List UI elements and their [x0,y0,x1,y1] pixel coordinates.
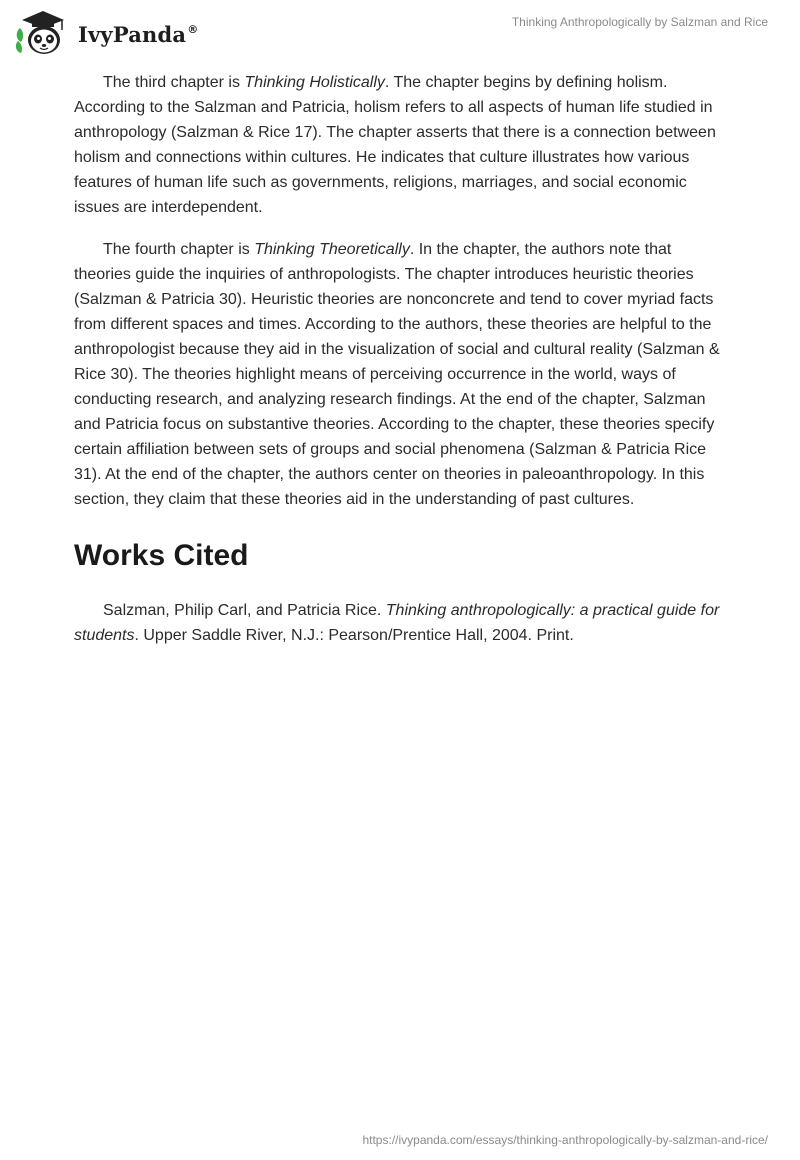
panda-graduate-icon [14,8,72,56]
source-url[interactable]: https://ivypanda.com/essays/thinking-anthropologically-by-salzman-and-rice/ [362,1133,768,1147]
essay-body [74,70,726,648]
paragraph-text: . The chapter begins by defining holism. According to the Salzman and Patricia, holism refers to all aspects of human life studied in anthropology (Salzman & Rice 17). The chapter asserts that there is a connection between holism and connections within cultures. He indicates that culture illustrates how various features of human life such as governments, religions, marriages, and social economic issues are interdependent. [74,74,716,216]
ivypanda-logo[interactable] [14,8,198,56]
citation-publication: . Upper Saddle River, N.J.: Pearson/Prentice Hall, 2004. Print. [134,627,574,644]
paragraph-third-chapter [74,70,726,220]
chapter-title: Thinking Holistically [244,74,385,91]
paragraph-text: The third chapter is [103,74,245,91]
citation-authors: Salzman, Philip Carl, and Patricia Rice. [103,602,386,619]
running-title: Thinking Anthropologically by Salzman and Rice [511,15,768,29]
page-header [0,0,800,60]
paragraph-text: The fourth chapter is [103,241,255,258]
chapter-title: Thinking Theoretically [254,241,410,258]
citation-book-title: Thinking anthropologically: a practical guide for students [74,602,720,644]
paragraph-text: . In the chapter, the authors note that theories guide the inquiries of anthropologists. The chapter introduces heuristic theories (Salzman & Patricia 30). Heuristic theories are nonconcrete and tend to cover myriad facts from different spaces and times. According to the authors, these theories are helpful to the anthropologist because they aid in the visualization of social and cultural reality (Salzman & Rice 30). The theories highlight means of perceiving occurrence in the world, ways of conducting research, and analyzing research findings. At the end of the chapter, Salzman and Patricia focus on substantive theories. According to the chapter, these theories specify certain affiliation between sets of groups and social phenomena (Salzman & Patricia Rice 31). At the end of the chapter, the authors center on theories in paleoanthropology. In this section, they claim that these theories aid in the understanding of past cultures. [74,241,720,508]
registered-mark: ® [187,22,199,36]
works-cited-heading: Works Cited [74,539,249,572]
brand-name [78,22,198,47]
citation-entry [74,598,726,648]
paragraph-fourth-chapter [74,237,726,512]
brand-text: IvyPanda [78,21,187,47]
